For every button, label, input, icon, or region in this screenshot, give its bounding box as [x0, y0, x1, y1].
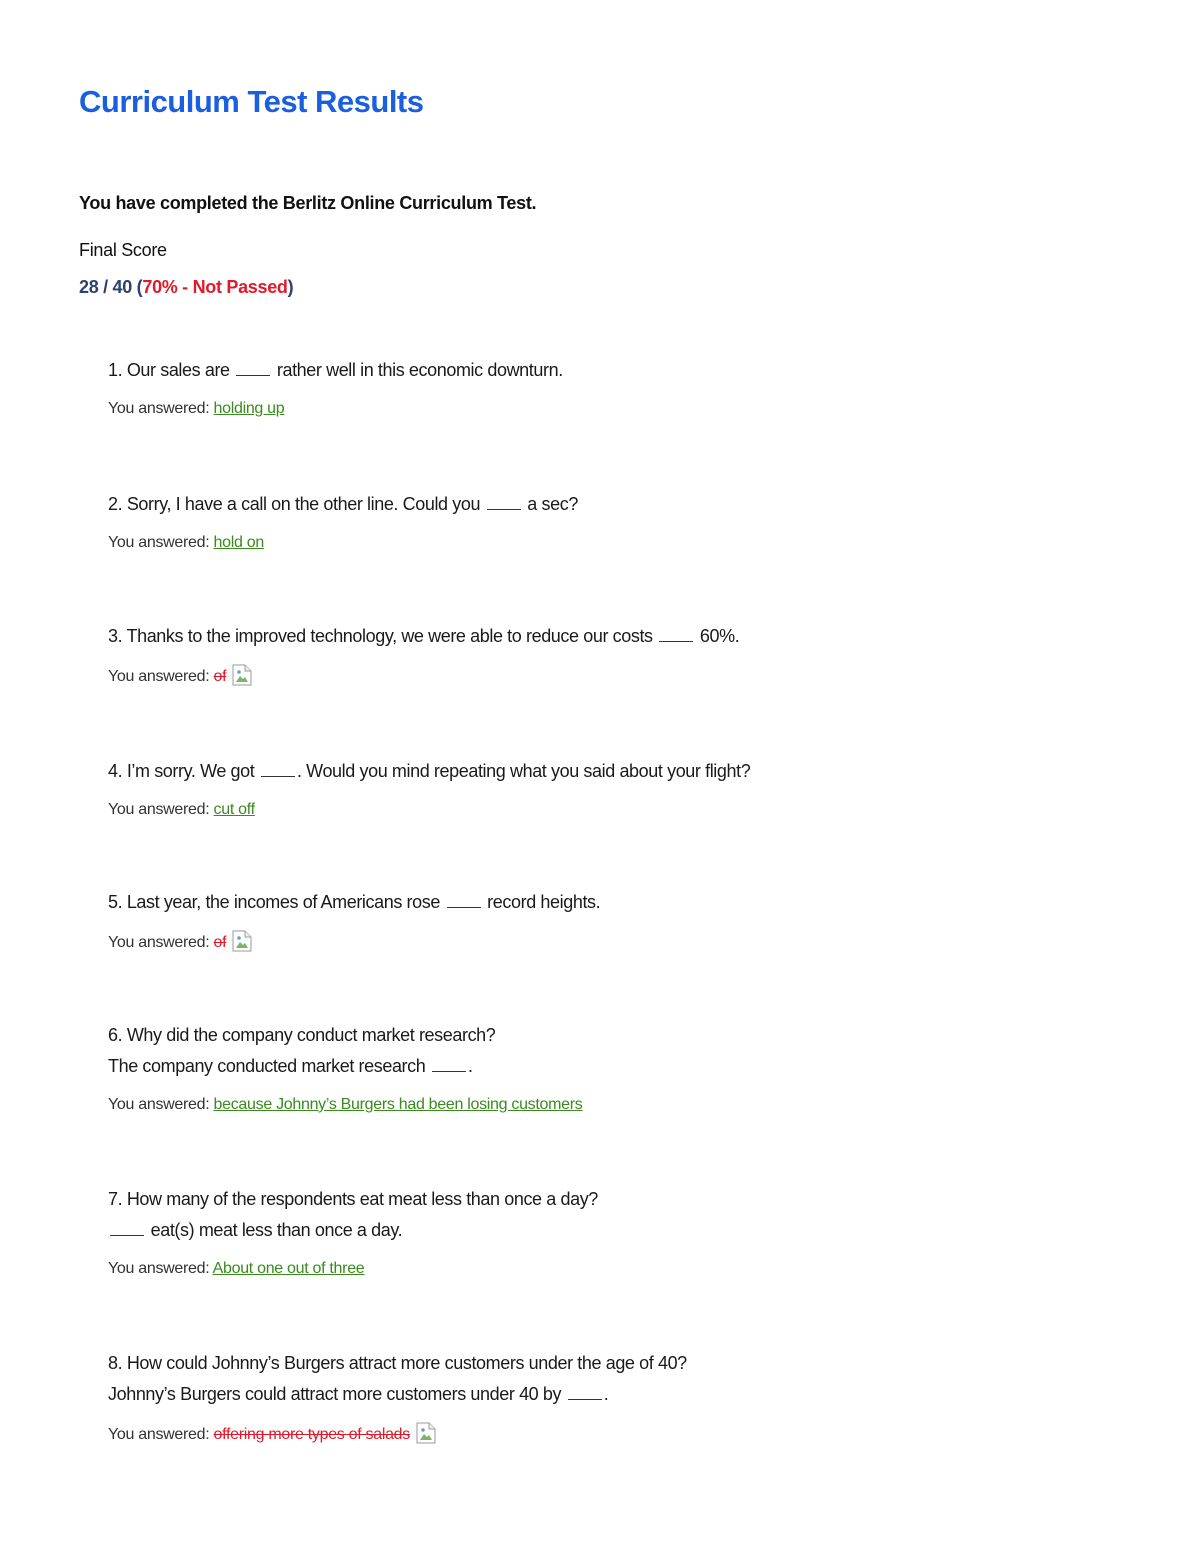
answer-blank	[432, 1058, 466, 1072]
question-text-segment: 6. Why did the company conduct market research?	[108, 1025, 496, 1045]
answer-blank	[110, 1222, 144, 1236]
answer-label: You answered:	[108, 1096, 210, 1113]
question-text-segment: 8. How could Johnny’s Burgers attract more customers under the age of 40?	[108, 1353, 687, 1373]
question-text	[108, 1020, 1108, 1051]
question-item	[108, 1184, 1108, 1280]
question-text-segment: 5. Last year, the incomes of Americans rose	[108, 892, 445, 912]
incorrect-answer: of	[213, 934, 227, 951]
answer-line	[108, 664, 1108, 688]
question-text-segment: 2. Sorry, I have a call on the other line. Could you	[108, 494, 485, 514]
correct-answer: hold on	[213, 534, 264, 551]
broken-image-icon	[232, 930, 252, 952]
question-text	[108, 1379, 1108, 1410]
question-item	[108, 1020, 1108, 1116]
answer-label: You answered:	[108, 1426, 210, 1443]
question-text-segment: eat(s) meat less than once a day.	[146, 1220, 403, 1240]
incorrect-answer: of	[213, 668, 227, 685]
question-item	[108, 355, 1108, 420]
question-item	[108, 1348, 1108, 1446]
question-text-segment: 7. How many of the respondents eat meat less than once a day?	[108, 1189, 598, 1209]
question-text	[108, 1348, 1108, 1379]
answer-line	[108, 1094, 1108, 1116]
correct-answer: holding up	[213, 400, 285, 417]
page-title: Curriculum Test Results	[79, 84, 424, 119]
answer-label: You answered:	[108, 934, 210, 951]
answer-line	[108, 799, 1108, 821]
answer-line	[108, 930, 1108, 954]
question-text	[108, 887, 1108, 918]
final-score	[79, 277, 293, 298]
question-text	[108, 1215, 1108, 1246]
question-text-segment: The company conducted market research	[108, 1056, 430, 1076]
question-text	[108, 1184, 1108, 1215]
question-text-segment: Johnny’s Burgers could attract more customers under 40 by	[108, 1384, 566, 1404]
answer-line	[108, 1258, 1108, 1280]
final-score-label: Final Score	[79, 240, 167, 260]
correct-answer: because Johnny’s Burgers had been losing customers	[213, 1096, 583, 1113]
answer-blank	[568, 1386, 602, 1400]
question-item	[108, 887, 1108, 954]
completion-message: You have completed the Berlitz Online Curriculum Test.	[79, 193, 537, 213]
answer-label: You answered:	[108, 801, 210, 818]
question-text-segment: . Would you mind repeating what you said about your flight?	[296, 761, 751, 781]
correct-answer: About one out of three	[212, 1260, 365, 1277]
answer-blank	[659, 628, 693, 642]
question-text	[108, 756, 1108, 787]
question-text-segment: 60%.	[695, 626, 740, 646]
question-text-segment: 3. Thanks to the improved technology, we were able to reduce our costs	[108, 626, 658, 646]
answer-label: You answered:	[108, 1260, 210, 1277]
answer-label: You answered:	[108, 668, 210, 685]
question-text-segment: 4. I’m sorry. We got	[108, 761, 259, 781]
question-item	[108, 621, 1108, 688]
score-fraction: 28 / 40	[79, 277, 132, 297]
answer-blank	[236, 362, 270, 376]
broken-image-icon	[232, 664, 252, 686]
answer-line	[108, 1422, 1108, 1446]
correct-answer: cut off	[213, 801, 255, 818]
answer-label: You answered:	[108, 400, 210, 417]
question-text	[108, 355, 1108, 386]
question-text-segment: record heights.	[482, 892, 601, 912]
incorrect-answer: offering more types of salads	[213, 1426, 410, 1443]
answer-line	[108, 398, 1108, 420]
question-text	[108, 621, 1108, 652]
answer-blank	[487, 496, 521, 510]
question-text-segment: rather well in this economic downturn.	[272, 360, 563, 380]
question-text-segment: a sec?	[522, 494, 578, 514]
answer-line	[108, 532, 1108, 554]
answer-label: You answered:	[108, 534, 210, 551]
question-text-segment: 1. Our sales are	[108, 360, 235, 380]
question-text-segment: .	[467, 1056, 473, 1076]
question-text	[108, 1051, 1108, 1082]
answer-blank	[261, 763, 295, 777]
question-text-segment: .	[603, 1384, 609, 1404]
answer-blank	[447, 894, 481, 908]
question-item	[108, 756, 1108, 821]
score-close-paren: )	[287, 277, 294, 297]
score-open-paren: (	[136, 277, 143, 297]
question-text	[108, 489, 1108, 520]
score-percent-status: 70% - Not Passed	[142, 277, 288, 297]
question-item	[108, 489, 1108, 554]
broken-image-icon	[416, 1422, 436, 1444]
